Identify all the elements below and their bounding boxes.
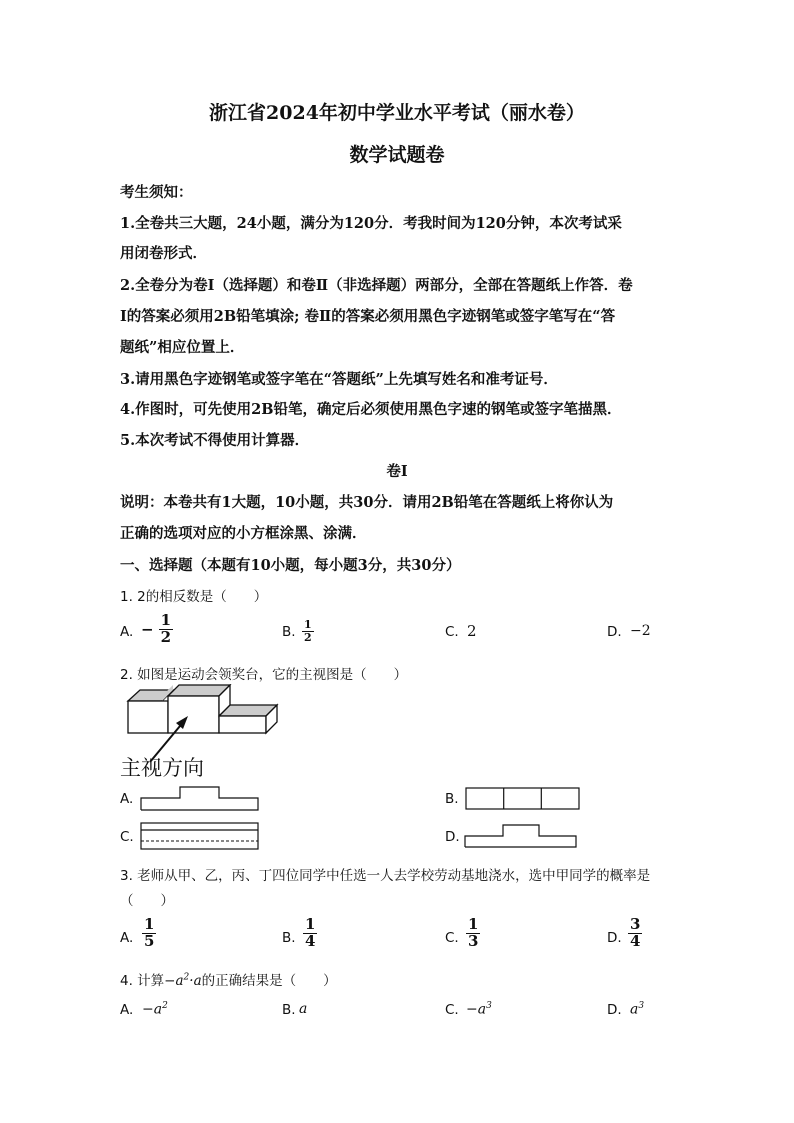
page-title: 浙江省2024年初中学业水平考试（丽水卷）	[209, 102, 585, 124]
q3-c-fraction	[466, 917, 480, 950]
q4-option-c-value	[466, 1001, 492, 1018]
volume-label: 卷Ⅰ	[386, 463, 408, 480]
question-1-stem: 1. 2的相反数是（ ）	[120, 589, 268, 605]
q4-a-exponent: 2	[162, 1001, 168, 1011]
q3-b-fraction	[303, 917, 317, 950]
q4-stem-suffix: 的正确结果是（ ）	[201, 973, 337, 989]
podium-left-front	[128, 701, 168, 733]
q3-option-d-value	[628, 917, 642, 950]
q4-d-base: a	[630, 1001, 639, 1018]
q3-option-c-value	[466, 917, 480, 950]
q4-stem-multiplier: ·a	[189, 973, 202, 989]
q4-option-b-value: a	[299, 1001, 308, 1017]
q1-option-b-value	[302, 619, 314, 643]
q4-option-a-value	[142, 1001, 168, 1018]
q3-b-numerator: 1	[305, 915, 316, 933]
q3-d-denominator: 4	[630, 931, 641, 950]
q4-option-a-label: A.	[120, 1002, 134, 1018]
q1-option-c-value: 2	[467, 622, 477, 640]
q1-a-sign: −	[141, 620, 154, 639]
q1-option-a-label: A.	[120, 624, 134, 640]
q2-option-a-figure	[138, 784, 262, 814]
section-heading: 一、选择题（本题有10小题，每小题3分，共30分）	[120, 557, 461, 574]
q3-b-denominator: 4	[305, 931, 316, 950]
question-3-stem-line-1: 3. 老师从甲、乙，丙、丁四位同学中任选一人去学校劳动基地浇水，选中甲同学的概率是	[120, 868, 651, 884]
notice-item-1-line-2: 用闭卷形式．	[120, 245, 207, 262]
notice-item-2-line-3: 题纸”相应位置上．	[120, 339, 245, 356]
notice-heading: 考生须知：	[120, 184, 193, 201]
q4-c-base: −a	[466, 1001, 487, 1018]
notice-item-5: 5.本次考试不得使用计算器．	[120, 432, 310, 449]
notice-item-2-line-2: Ⅰ的答案必须用2B铅笔填涂; 卷Ⅱ的答案必须用黑色字迹钢笔或签字笔写在“答	[120, 308, 616, 325]
q3-option-a-value	[142, 917, 156, 950]
notice-item-4: 4.作图时，可先使用2B铅笔，确定后必须使用黑色字速的钢笔或签字笔描黑．	[120, 401, 622, 418]
q1-a-denominator: 2	[160, 627, 172, 646]
q2-option-b-label: B.	[445, 791, 459, 807]
q4-option-d-value	[630, 1001, 644, 1018]
q1-a-fraction	[159, 613, 173, 646]
view-direction-label: 主视方向	[120, 756, 204, 780]
notice-item-3: 3.请用黑色字迹钢笔或签字笔在“答题纸”上先填写姓名和准考证号．	[120, 371, 558, 388]
podium-right-front	[219, 716, 266, 733]
q3-d-numerator: 3	[630, 915, 641, 933]
q3-option-b-value	[303, 917, 317, 950]
q2-option-d-label: D.	[445, 829, 460, 845]
question-3-stem-line-2: （ ）	[120, 893, 174, 909]
q3-c-denominator: 3	[468, 931, 479, 950]
q4-stem-prefix: 4. 计算	[120, 973, 165, 989]
q1-option-d-label: D.	[607, 624, 622, 640]
notice-item-1-line-1: 1.全卷共三大题，24小题，满分为120分．考我时间为120分钟，本次考试采	[120, 215, 622, 232]
q4-stem-base: −a	[164, 973, 184, 989]
q4-option-d-label: D.	[607, 1002, 622, 1018]
question-2-stem: 2. 如图是运动会领奖台，它的主视图是（ ）	[120, 667, 408, 683]
q2-option-d-figure	[462, 821, 580, 851]
q3-option-a-label: A.	[120, 930, 134, 946]
q3-a-numerator: 1	[144, 915, 155, 933]
q3-option-b-label: B.	[282, 930, 296, 946]
q3-a-fraction	[142, 917, 156, 950]
q4-stem-expression	[164, 973, 201, 989]
q3-option-c-label: C.	[445, 930, 459, 946]
q1-b-numerator: 1	[304, 618, 312, 631]
q1-b-denominator: 2	[304, 630, 312, 644]
q1-option-a-value	[141, 613, 173, 646]
q1-option-b-label: B.	[282, 624, 296, 640]
podium-center-front	[168, 696, 219, 733]
q1-b-fraction	[302, 619, 314, 643]
notice-item-2-line-1: 2.全卷分为卷Ⅰ（选择题）和卷Ⅱ（非选择题）两部分，全部在答题纸上作答．卷	[120, 277, 633, 294]
volume-desc-line-2: 正确的选项对应的小方框涂黑、涂满．	[120, 525, 367, 542]
q1-a-numerator: 1	[160, 611, 172, 629]
q3-a-denominator: 5	[144, 931, 155, 950]
q2-option-c-figure	[138, 820, 262, 852]
q4-a-base: −a	[142, 1001, 163, 1018]
q4-c-exponent: 3	[486, 1001, 492, 1011]
question-4-stem	[120, 969, 337, 989]
q4-stem-exponent: 2	[183, 972, 190, 983]
q1-option-c-label: C.	[445, 624, 459, 640]
q3-option-d-label: D.	[607, 930, 622, 946]
q4-option-b-label: B.	[282, 1002, 296, 1018]
q4-option-c-label: C.	[445, 1002, 459, 1018]
q3-c-numerator: 1	[468, 915, 479, 933]
q2-option-c-label: C.	[120, 829, 134, 845]
q2-option-a-label: A.	[120, 791, 134, 807]
q4-d-exponent: 3	[638, 1001, 645, 1011]
q2-option-b-figure	[464, 786, 582, 812]
q3-d-fraction	[628, 917, 642, 950]
q1-option-d-value: −2	[630, 623, 651, 639]
page-subtitle: 数学试题卷	[349, 144, 445, 166]
volume-desc-line-1: 说明：本卷共有1大题，10小题，共30分．请用2B铅笔在答题纸上将你认为	[120, 494, 614, 511]
